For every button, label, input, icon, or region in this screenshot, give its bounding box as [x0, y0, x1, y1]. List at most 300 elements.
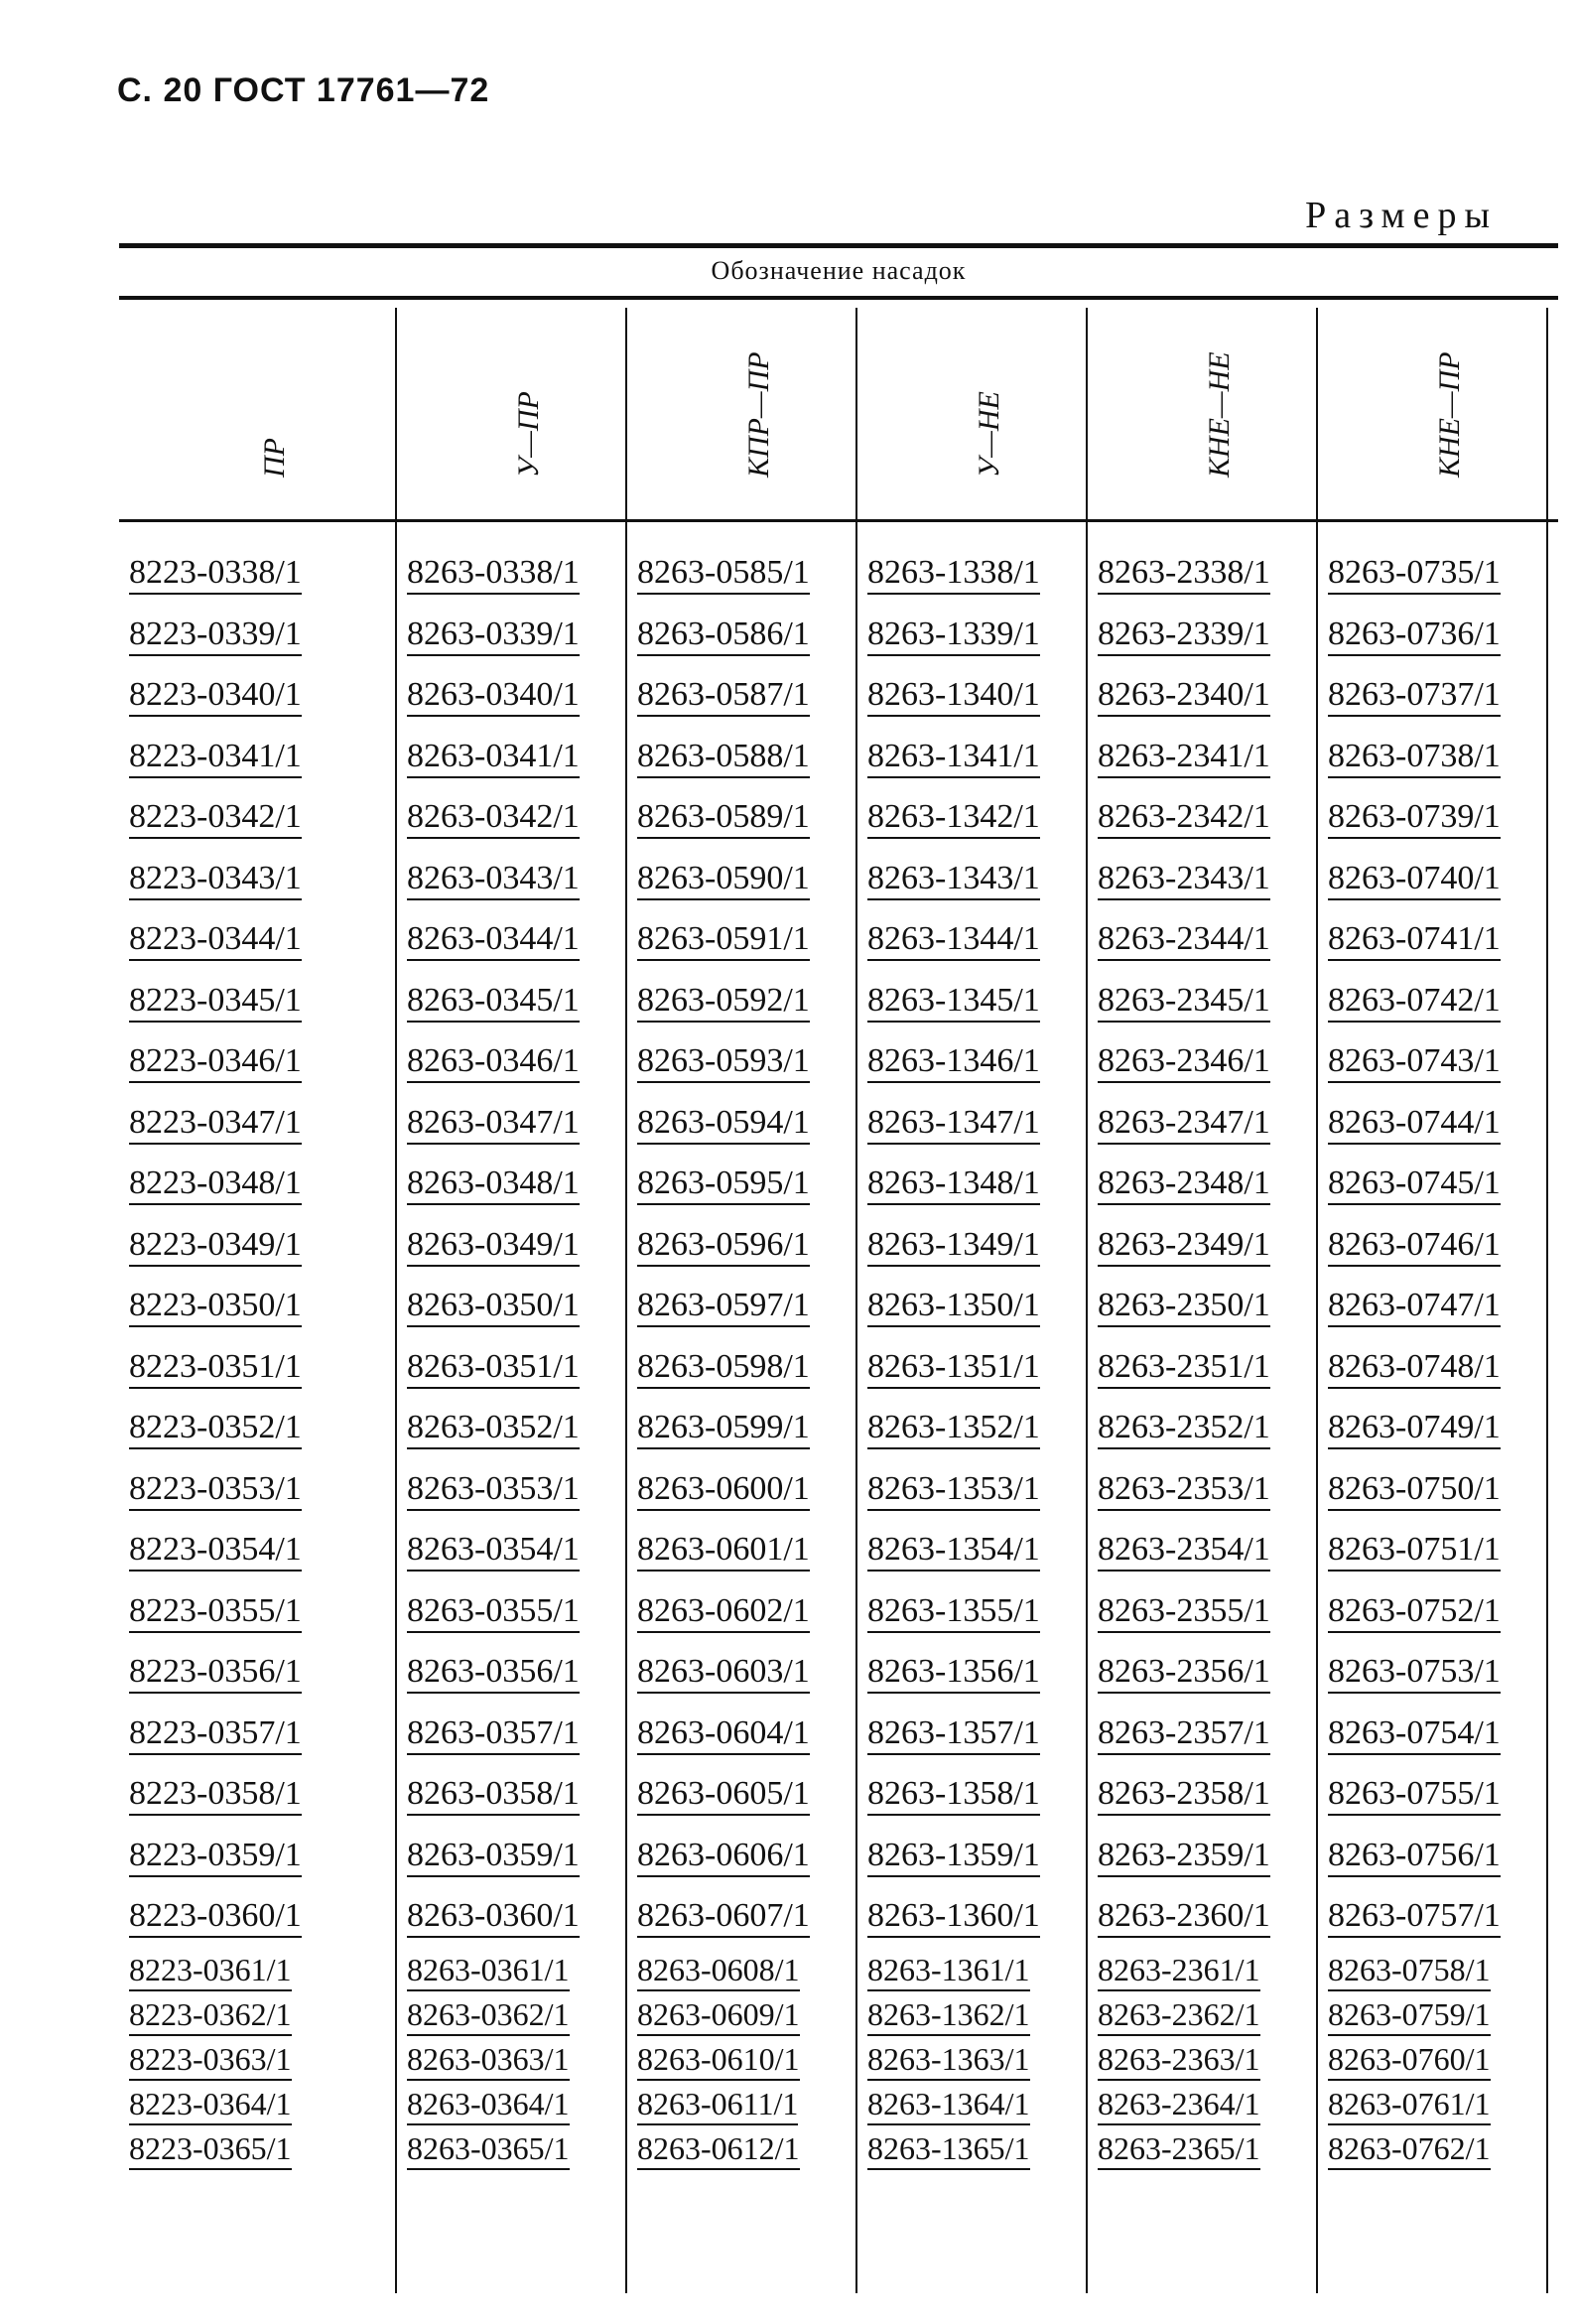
table-cell: [397, 1951, 627, 1995]
table-row: [119, 790, 1558, 852]
cell-text: 8263-0600/1: [637, 1470, 810, 1511]
table-cell: [1088, 1034, 1318, 1096]
table-cell: [397, 1584, 627, 1646]
cell-text: 8263-0592/1: [637, 982, 810, 1023]
table-cell: [397, 1157, 627, 1218]
cell-text: 8263-1340/1: [867, 676, 1040, 717]
table-cell: [627, 790, 857, 852]
cell-text: 8263-2355/1: [1098, 1592, 1270, 1633]
cell-text: 8223-0353/1: [129, 1470, 302, 1511]
column-header-label: КПР—ПР: [742, 351, 775, 478]
table-cell: [1088, 608, 1318, 669]
table-cell: [119, 1401, 397, 1462]
cell-text: 8263-1344/1: [867, 920, 1040, 961]
table-cell: [1088, 1584, 1318, 1646]
table-cell: [627, 1829, 857, 1890]
table-cell: [397, 668, 627, 730]
cell-text: 8223-0352/1: [129, 1409, 302, 1449]
table-cell: [1318, 1584, 1548, 1646]
table-cell: [857, 2040, 1088, 2085]
cell-text: 8263-0351/1: [407, 1348, 580, 1389]
table-cell: [1088, 1829, 1318, 1890]
cell-text: 8263-1359/1: [867, 1837, 1040, 1877]
cell-text: 8223-0349/1: [129, 1226, 302, 1267]
cell-text: 8263-0762/1: [1328, 2131, 1491, 2170]
cell-text: 8263-0759/1: [1328, 1997, 1491, 2036]
table-cell: [1318, 1340, 1548, 1402]
cell-text: 8263-0585/1: [637, 554, 810, 595]
table-cell: [1318, 1951, 1548, 1995]
table-cell: [1318, 1645, 1548, 1707]
cell-text: 8263-0740/1: [1328, 860, 1501, 900]
cell-text: 8263-0354/1: [407, 1531, 580, 1572]
table-cell: [1088, 974, 1318, 1035]
cell-text: 8263-0355/1: [407, 1592, 580, 1633]
cell-text: 8263-2347/1: [1098, 1104, 1270, 1145]
table-cell: [1318, 974, 1548, 1035]
table-cell: [1318, 1401, 1548, 1462]
cell-text: 8263-0347/1: [407, 1104, 580, 1145]
table-cell: [857, 1523, 1088, 1584]
cell-text: 8263-0357/1: [407, 1714, 580, 1755]
table-cell: [119, 730, 397, 791]
table-cell: [119, 1157, 397, 1218]
cell-text: 8263-0751/1: [1328, 1531, 1501, 1572]
table-cell: [397, 1279, 627, 1340]
cell-text: 8263-0605/1: [637, 1775, 810, 1816]
cell-text: 8223-0365/1: [129, 2131, 292, 2170]
cell-text: 8263-2365/1: [1098, 2131, 1260, 2170]
table-cell: [857, 1340, 1088, 1402]
table-row: [119, 2129, 1558, 2174]
table-cell: [397, 852, 627, 913]
cell-text: 8263-0608/1: [637, 1953, 800, 1991]
cell-text: 8223-0342/1: [129, 798, 302, 839]
cell-text: 8223-0357/1: [129, 1714, 302, 1755]
table-cell: [627, 1401, 857, 1462]
cell-text: 8263-0607/1: [637, 1897, 810, 1938]
cell-text: 8263-1338/1: [867, 554, 1040, 595]
cell-text: 8263-2343/1: [1098, 860, 1270, 900]
cell-text: 8263-2363/1: [1098, 2042, 1260, 2081]
table-row: [119, 1401, 1558, 1462]
table-cell: [857, 1767, 1088, 1829]
table-cell: [119, 1584, 397, 1646]
cell-text: 8263-0359/1: [407, 1837, 580, 1877]
cell-text: 8263-0362/1: [407, 1997, 570, 2036]
table-row: [119, 1584, 1558, 1646]
cell-text: 8263-1365/1: [867, 2131, 1030, 2170]
cell-text: 8263-0752/1: [1328, 1592, 1501, 1633]
cell-text: 8263-1353/1: [867, 1470, 1040, 1511]
table-cell: [397, 912, 627, 974]
cell-text: 8263-0350/1: [407, 1287, 580, 1327]
table-cell: [1318, 1157, 1548, 1218]
column-divider: [855, 308, 857, 2293]
cell-text: 8263-1355/1: [867, 1592, 1040, 1633]
table-cell: [397, 790, 627, 852]
table-cell: [119, 1523, 397, 1584]
table-row: [119, 1767, 1558, 1829]
cell-text: 8223-0348/1: [129, 1164, 302, 1205]
cell-text: 8263-0352/1: [407, 1409, 580, 1449]
table-cell: [1318, 1889, 1548, 1951]
table-row: [119, 1951, 1558, 1995]
table-cell: [397, 1645, 627, 1707]
cell-text: 8223-0344/1: [129, 920, 302, 961]
table-row: [119, 1707, 1558, 1768]
section-label: Размеры: [1305, 195, 1498, 236]
table-row: [119, 546, 1558, 608]
cell-text: 8263-0353/1: [407, 1470, 580, 1511]
table-cell: [119, 974, 397, 1035]
cell-text: 8263-0755/1: [1328, 1775, 1501, 1816]
cell-text: 8263-0744/1: [1328, 1104, 1501, 1145]
cell-text: 8263-0594/1: [637, 1104, 810, 1145]
table-cell: [397, 1462, 627, 1524]
cell-text: 8263-0747/1: [1328, 1287, 1501, 1327]
table-body: [119, 546, 1558, 2174]
table-cell: [119, 912, 397, 974]
table-cell: [627, 1523, 857, 1584]
table-cell: [1318, 1767, 1548, 1829]
cell-text: 8263-0749/1: [1328, 1409, 1501, 1449]
cell-text: 8263-0753/1: [1328, 1653, 1501, 1694]
table-cell: [119, 1462, 397, 1524]
table-cell: [1088, 1995, 1318, 2040]
column-divider: [1546, 308, 1548, 2293]
cell-text: 8263-2346/1: [1098, 1042, 1270, 1083]
table-cell: [397, 1096, 627, 1158]
cell-text: 8263-0746/1: [1328, 1226, 1501, 1267]
table-cell: [1088, 1340, 1318, 1402]
column-divider: [1086, 308, 1088, 2293]
table-cell: [857, 1462, 1088, 1524]
table-row: [119, 1157, 1558, 1218]
cell-text: 8263-2344/1: [1098, 920, 1270, 961]
table-cell: [119, 546, 397, 608]
table-header-rule: [119, 296, 1558, 300]
table-cell: [627, 1889, 857, 1951]
cell-text: 8263-0593/1: [637, 1042, 810, 1083]
column-divider: [625, 308, 627, 2293]
cell-text: 8223-0361/1: [129, 1953, 292, 1991]
cell-text: 8263-2362/1: [1098, 1997, 1260, 2036]
cell-text: 8263-0345/1: [407, 982, 580, 1023]
cell-text: 8263-2348/1: [1098, 1164, 1270, 1205]
table-row: [119, 1340, 1558, 1402]
column-header-label: КНЕ—ПР: [1433, 351, 1466, 478]
cell-text: 8263-0756/1: [1328, 1837, 1501, 1877]
table-cell: [1088, 1279, 1318, 1340]
cell-text: 8263-0591/1: [637, 920, 810, 961]
cell-text: 8223-0338/1: [129, 554, 302, 595]
table-cell: [119, 608, 397, 669]
table-cell: [1088, 668, 1318, 730]
cell-text: 8263-0601/1: [637, 1531, 810, 1572]
column-header-label: ПР: [258, 438, 291, 478]
table-cell: [119, 1951, 397, 1995]
cell-text: 8263-0595/1: [637, 1164, 810, 1205]
cell-text: 8263-0754/1: [1328, 1714, 1501, 1755]
table-cell: [1318, 1829, 1548, 1890]
cell-text: 8223-0347/1: [129, 1104, 302, 1145]
table-cell: [857, 1829, 1088, 1890]
table-cell: [1088, 546, 1318, 608]
table-cell: [119, 2085, 397, 2129]
table-cell: [627, 2085, 857, 2129]
table-cell: [397, 1340, 627, 1402]
table-cell: [857, 1034, 1088, 1096]
table-cell: [1088, 790, 1318, 852]
table-cell: [397, 1523, 627, 1584]
cell-text: 8263-2350/1: [1098, 1287, 1270, 1327]
table-cell: [1318, 912, 1548, 974]
table-cell: [119, 1995, 397, 2040]
column-header: [857, 308, 1088, 511]
table-cell: [119, 2040, 397, 2085]
cell-text: 8223-0339/1: [129, 615, 302, 656]
table-cell: [397, 1889, 627, 1951]
table-cell: [1088, 1707, 1318, 1768]
cell-text: 8263-0599/1: [637, 1409, 810, 1449]
table-cell: [627, 1157, 857, 1218]
table-cell: [1088, 912, 1318, 974]
table-cell: [857, 730, 1088, 791]
cell-text: 8263-0748/1: [1328, 1348, 1501, 1389]
cell-text: 8263-2359/1: [1098, 1837, 1270, 1877]
table-cell: [857, 1951, 1088, 1995]
table-cell: [857, 608, 1088, 669]
table-cell: [1088, 1767, 1318, 1829]
table-top-rule: [119, 243, 1558, 248]
table-row: [119, 912, 1558, 974]
table-cell: [397, 2040, 627, 2085]
table-cell: [1318, 546, 1548, 608]
table-cell: [397, 546, 627, 608]
cell-text: 8263-0596/1: [637, 1226, 810, 1267]
table-cell: [857, 1218, 1088, 1280]
cell-text: 8223-0363/1: [129, 2042, 292, 2081]
page-header: С. 20 ГОСТ 17761—72: [117, 71, 490, 109]
cell-text: 8263-0735/1: [1328, 554, 1501, 595]
table-row: [119, 668, 1558, 730]
cell-text: 8263-2358/1: [1098, 1775, 1270, 1816]
cell-text: 8263-0338/1: [407, 554, 580, 595]
table-row: [119, 1889, 1558, 1951]
cell-text: 8223-0364/1: [129, 2087, 292, 2125]
cell-text: 8223-0350/1: [129, 1287, 302, 1327]
cell-text: 8263-0356/1: [407, 1653, 580, 1694]
table-cell: [1088, 1889, 1318, 1951]
cell-text: 8263-0760/1: [1328, 2042, 1491, 2081]
cell-text: 8223-0355/1: [129, 1592, 302, 1633]
table-cell: [1318, 1707, 1548, 1768]
header-bottom-rule: [119, 519, 1558, 522]
table-cell: [857, 974, 1088, 1035]
cell-text: 8263-1343/1: [867, 860, 1040, 900]
cell-text: 8263-0587/1: [637, 676, 810, 717]
table-cell: [627, 608, 857, 669]
cell-text: 8263-2353/1: [1098, 1470, 1270, 1511]
cell-text: 8263-0589/1: [637, 798, 810, 839]
column-header: [119, 308, 397, 511]
table-cell: [627, 1462, 857, 1524]
table-cell: [627, 1767, 857, 1829]
table-cell: [627, 1951, 857, 1995]
table-cell: [1318, 2129, 1548, 2174]
table-cell: [1318, 1096, 1548, 1158]
cell-text: 8263-1346/1: [867, 1042, 1040, 1083]
table-cell: [857, 1584, 1088, 1646]
cell-text: 8263-1357/1: [867, 1714, 1040, 1755]
cell-text: 8263-0586/1: [637, 615, 810, 656]
table-row: [119, 2040, 1558, 2085]
cell-text: 8263-0348/1: [407, 1164, 580, 1205]
cell-text: 8263-0360/1: [407, 1897, 580, 1938]
column-header: [1318, 308, 1548, 511]
cell-text: 8263-0743/1: [1328, 1042, 1501, 1083]
cell-text: 8263-0342/1: [407, 798, 580, 839]
table-cell: [857, 1279, 1088, 1340]
table-row: [119, 852, 1558, 913]
table-cell: [857, 1645, 1088, 1707]
table-cell: [857, 852, 1088, 913]
cell-text: 8223-0358/1: [129, 1775, 302, 1816]
table-cell: [119, 2129, 397, 2174]
column-header-label: КНЕ—НЕ: [1203, 351, 1236, 478]
cell-text: 8263-0758/1: [1328, 1953, 1491, 1991]
table-cell: [119, 1889, 397, 1951]
table-cell: [1318, 2085, 1548, 2129]
column-header: [627, 308, 857, 511]
column-header: [397, 308, 627, 511]
cell-text: 8263-2361/1: [1098, 1953, 1260, 1991]
cell-text: 8223-0362/1: [129, 1997, 292, 2036]
table-row: [119, 1462, 1558, 1524]
cell-text: 8263-0363/1: [407, 2042, 570, 2081]
column-divider: [1316, 308, 1318, 2293]
cell-text: 8263-0340/1: [407, 676, 580, 717]
cell-text: 8263-0344/1: [407, 920, 580, 961]
table-row: [119, 2085, 1558, 2129]
column-header-label: У—ПР: [512, 391, 545, 478]
cell-text: 8263-0602/1: [637, 1592, 810, 1633]
table-cell: [627, 1645, 857, 1707]
table-cell: [1088, 1523, 1318, 1584]
cell-text: 8223-0359/1: [129, 1837, 302, 1877]
table-cell: [627, 1340, 857, 1402]
cell-text: 8223-0356/1: [129, 1653, 302, 1694]
cell-text: 8263-0737/1: [1328, 676, 1501, 717]
table-cell: [1088, 1218, 1318, 1280]
cell-text: 8263-1358/1: [867, 1775, 1040, 1816]
cell-text: 8263-0612/1: [637, 2131, 800, 2170]
table-cell: [119, 1279, 397, 1340]
column-header-label: У—НЕ: [973, 391, 1005, 478]
cell-text: 8263-0611/1: [637, 2087, 798, 2125]
table-cell: [1318, 730, 1548, 791]
table-cell: [1088, 852, 1318, 913]
cell-text: 8263-1342/1: [867, 798, 1040, 839]
table-cell: [397, 608, 627, 669]
table-cell: [857, 1707, 1088, 1768]
cell-text: 8263-0742/1: [1328, 982, 1501, 1023]
table-row: [119, 1995, 1558, 2040]
table-cell: [119, 1034, 397, 1096]
table-cell: [397, 1401, 627, 1462]
cell-text: 8263-2352/1: [1098, 1409, 1270, 1449]
table-cell: [1088, 730, 1318, 791]
table-cell: [627, 1995, 857, 2040]
table-cell: [857, 546, 1088, 608]
cell-text: 8223-0345/1: [129, 982, 302, 1023]
table-row: [119, 1096, 1558, 1158]
table-cell: [627, 1707, 857, 1768]
table-cell: [397, 1707, 627, 1768]
cell-text: 8263-1347/1: [867, 1104, 1040, 1145]
cell-text: 8263-0603/1: [637, 1653, 810, 1694]
cell-text: 8263-0349/1: [407, 1226, 580, 1267]
cell-text: 8263-1361/1: [867, 1953, 1030, 1991]
cell-text: 8263-0610/1: [637, 2042, 800, 2081]
table-cell: [857, 1096, 1088, 1158]
table-cell: [1088, 2040, 1318, 2085]
table-row: [119, 1645, 1558, 1707]
table-row: [119, 974, 1558, 1035]
cell-text: 8263-2351/1: [1098, 1348, 1270, 1389]
cell-text: 8263-0604/1: [637, 1714, 810, 1755]
cell-text: 8263-0341/1: [407, 738, 580, 778]
table-cell: [627, 852, 857, 913]
cell-text: 8263-1339/1: [867, 615, 1040, 656]
cell-text: 8223-0360/1: [129, 1897, 302, 1938]
table-cell: [1318, 1523, 1548, 1584]
table-cell: [857, 1995, 1088, 2040]
table-cell: [119, 1096, 397, 1158]
table-row: [119, 608, 1558, 669]
cell-text: 8263-2357/1: [1098, 1714, 1270, 1755]
table-cell: [119, 1340, 397, 1402]
cell-text: 8263-1364/1: [867, 2087, 1030, 2125]
cell-text: 8263-1356/1: [867, 1653, 1040, 1694]
cell-text: 8263-1341/1: [867, 738, 1040, 778]
cell-text: 8263-1345/1: [867, 982, 1040, 1023]
table-cell: [119, 1645, 397, 1707]
table-cell: [857, 912, 1088, 974]
table-cell: [1088, 2085, 1318, 2129]
table-cell: [119, 1767, 397, 1829]
table-cell: [1088, 1645, 1318, 1707]
table-cell: [119, 790, 397, 852]
cell-text: 8223-0346/1: [129, 1042, 302, 1083]
table-cell: [1088, 1401, 1318, 1462]
table-cell: [119, 668, 397, 730]
cell-text: 8263-1362/1: [867, 1997, 1030, 2036]
cell-text: 8223-0343/1: [129, 860, 302, 900]
table-cell: [857, 1157, 1088, 1218]
table-row: [119, 1034, 1558, 1096]
table-cell: [397, 1218, 627, 1280]
cell-text: 8263-1352/1: [867, 1409, 1040, 1449]
table-cell: [1088, 1096, 1318, 1158]
cell-text: 8263-2364/1: [1098, 2087, 1260, 2125]
cell-text: 8263-1351/1: [867, 1348, 1040, 1389]
cell-text: 8223-0341/1: [129, 738, 302, 778]
cell-text: 8263-0343/1: [407, 860, 580, 900]
table-cell: [397, 2129, 627, 2174]
table-row: [119, 1279, 1558, 1340]
